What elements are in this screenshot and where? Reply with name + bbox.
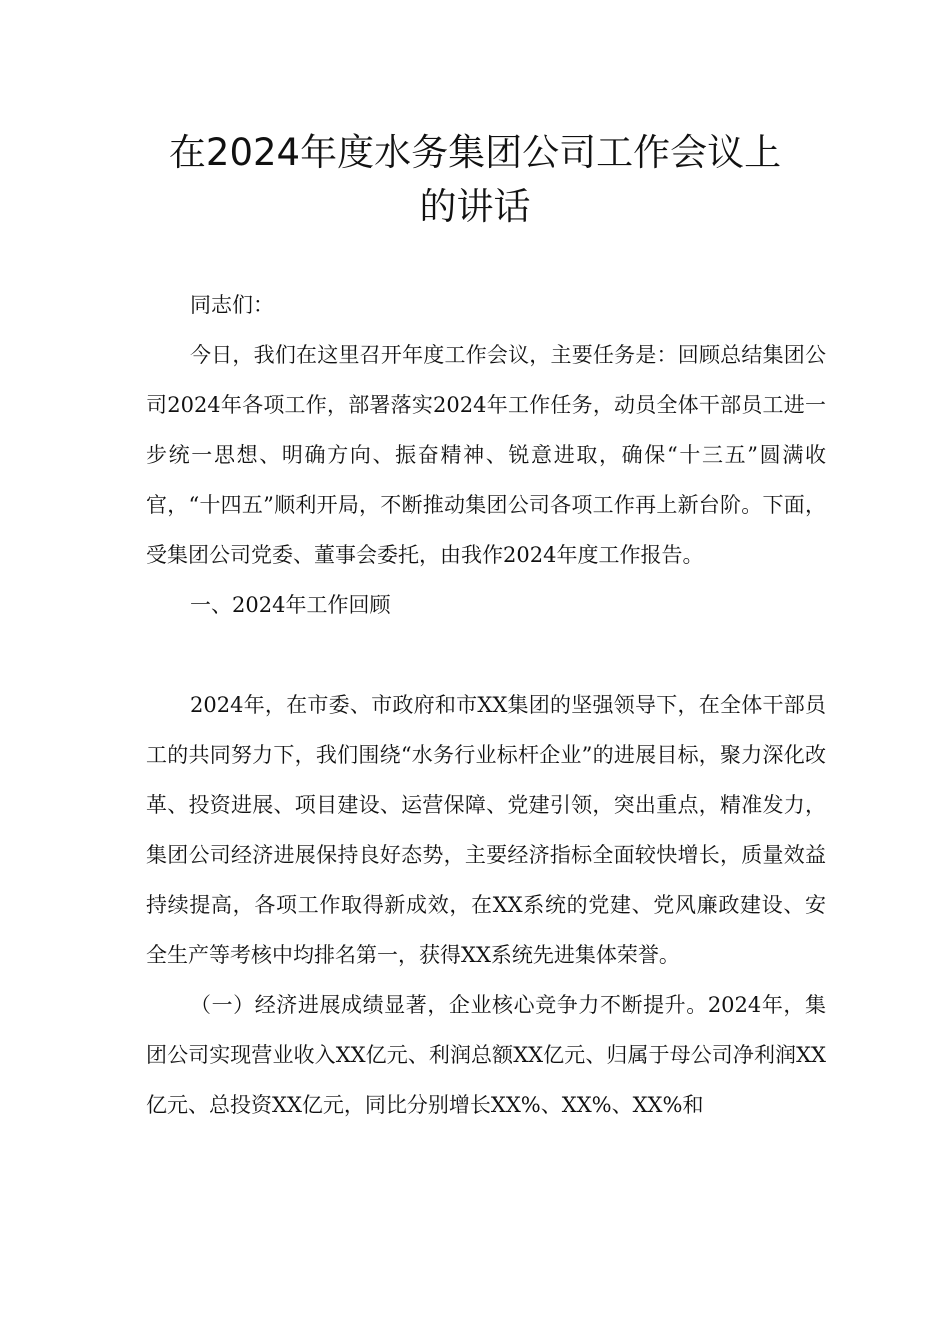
section-heading-1: 一、2024年工作回顾 (190, 593, 391, 617)
paragraph-intro: 今日，我们在这里召开年度工作会议，主要任务是：回顾总结集团公司2024年各项工作，部署落实2024年工作任务，动员全体干部员工进一步统一思想、明确方向、振奋精神、锐意进取，确保“十三五”圆满收官，“十四五”顺利开局，不断推动集团公司各项工作再上新台阶。下面，受集团公司党委、董事会委托，由我作2024年度工作报告。 (146, 343, 826, 567)
salutation: 同志们： (190, 293, 274, 317)
document-body (146, 280, 826, 1130)
document-title (120, 126, 830, 234)
title-line-2: 的讲话 (419, 185, 531, 228)
title-line-1: 在2024年度水务集团公司工作会议上 (168, 131, 782, 174)
paragraph-review: 2024年，在市委、市政府和市XX集团的坚强领导下，在全体干部员工的共同努力下，我们围绕“水务行业标杆企业”的进展目标，聚力深化改革、投资进展、项目建设、运营保障、党建引领，突出重点，精准发力，集团公司经济进展保持良好态势，主要经济指标全面较快增长，质量效益持续提高，各项工作取得新成效，在XX系统的党建、党风廉政建设、安全生产等考核中均排名第一，获得XX系统先进集体荣誉。 (146, 693, 826, 967)
paragraph-economic: （一）经济进展成绩显著，企业核心竞争力不断提升。2024年，集团公司实现营业收入XX亿元、利润总额XX亿元、归属于母公司净利润XX亿元、总投资XX亿元，同比分别增长XX%、XX%、XX%和 (146, 993, 826, 1117)
